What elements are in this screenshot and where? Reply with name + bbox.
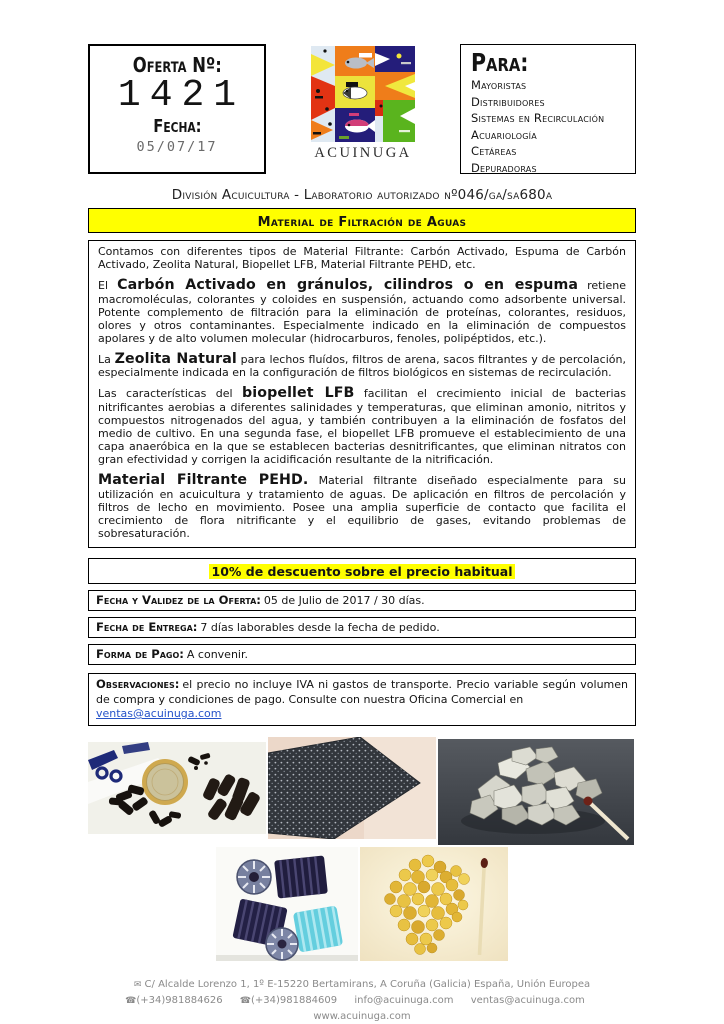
photo-row-2: [88, 847, 636, 961]
footer-website: www.acuinuga.com: [313, 1011, 411, 1023]
offer-number: 1421: [117, 74, 246, 117]
company-logo: [307, 46, 419, 162]
observations-text: el precio no incluye IVA ni gastos de transporte. Precio variable según volumen de compra y condiciones de pago. Consulte con nuestra Oficina Comercial en: [96, 678, 628, 706]
recipient-item: Sistemas en Recirculación: [471, 111, 605, 126]
ventas-email-link[interactable]: ventas@acuinuga.com: [96, 706, 222, 720]
recipient-list: [471, 77, 625, 176]
discount-text: 10% de descuento sobre el precio habitual: [209, 564, 516, 579]
row-delivery-value: 7 días laborables desde la fecha de pedido.: [200, 620, 440, 634]
photo-carbon-foam: [268, 737, 436, 839]
photo-pehd-media: [216, 847, 358, 961]
recipients-box: [460, 44, 636, 174]
fish-mosaic-logo-icon: [311, 46, 415, 142]
paragraph-carbon-activado: El Carbón Activado en gránulos, cilindros o en espuma retiene macromoléculas, colorantes y coloides en suspensión, actuando como adsorbente universal. Potente complemento de filtración para la eliminación de proteínas, colorantes, residuos, olores y otros contaminantes. Especialmente indicado en la eliminación de compuestos apolares y de alto volumen molecular (hidrocarburos, fenoles, polipéptidos, etc.).: [98, 276, 626, 345]
product-description-box: [88, 240, 636, 548]
footer-phone-2: (+34)981884609: [250, 995, 338, 1007]
footer-address: C/ Alcalde Lorenzo 1, 1º E-15220 Bertamirans, A Coruña (Galicia) España, Unión Europea: [144, 979, 591, 991]
paragraph-intro: Contamos con diferentes tipos de Material Filtrante: Carbón Activado, Espuma de Carbón Activado, Zeolita Natural, Biopellet LFB, Material Filtrante PEHD, etc.: [98, 245, 626, 271]
offer-label: Oferta Nº:: [132, 53, 222, 77]
paragraph-pehd: Material Filtrante PEHD. Material filtrante diseñado especialmente para su utilización en acuicultura y tratamiento de aguas. De aplicación en filtros de percolación y filtros de lecho en movimiento. Posee una amplia superficie de contacto que facilita el crecimiento de flora nitrificante y el equilibrio de gases, evitando problemas de sobresaturación.: [98, 471, 626, 540]
row-payment-label: Forma de Pago:: [96, 647, 184, 662]
phone-icon: ☎: [125, 996, 137, 1007]
photo-zeolite: [438, 739, 634, 845]
footer: [88, 977, 636, 1024]
recipient-item: Depuradoras: [471, 160, 537, 175]
discount-banner: [88, 558, 636, 584]
title-banner: [88, 208, 636, 233]
division-subtitle: División Acuicultura - Laboratorio autorizado nº046/ga/sa680a: [171, 187, 553, 203]
recipient-item: Cetáreas: [471, 144, 517, 159]
recipient-item: Acuariología: [471, 127, 537, 142]
photo-biopellets: [360, 847, 508, 961]
footer-contact-line: [88, 993, 636, 1024]
footer-email-info: info@acuinuga.com: [354, 995, 454, 1007]
row-delivery: [88, 617, 636, 638]
row-payment-value: A convenir.: [186, 648, 248, 662]
title-banner-text: Material de Filtración de Aguas: [257, 215, 467, 230]
paragraph-biopellet-lfb: Las características del biopellet LFB facilitan el crecimiento inicial de bacterias nitrificantes aerobias a diferentes salinidades y temperaturas, que eliminan amonio, nitritos y compuestos nitrogenados del agua, y también contribuyen a la eliminación de fosfatos del medio de cultivo. En una segunda fase, el biopellet LFB promueve el establecimiento de una capa anaeróbica en la que se establecen bacterias desnitrificantes, que eliminan nitratos con gran efectividad y corrigen la acidificación resultante de la nitrificación.: [98, 385, 626, 466]
recipient-item: Distribuidores: [471, 94, 545, 109]
row-validity-label: Fecha y Validez de la Oferta:: [96, 592, 261, 607]
footer-email-ventas: ventas@acuinuga.com: [470, 995, 585, 1007]
photo-row-1: [88, 737, 636, 845]
row-validity-value: 05 de Julio de 2017 / 30 días.: [263, 593, 425, 607]
observations-box: [88, 673, 636, 726]
row-payment: [88, 644, 636, 665]
footer-phone-1: (+34)981884626: [136, 995, 223, 1007]
fax-icon: ☎: [239, 996, 251, 1007]
date-label: Fecha:: [152, 115, 202, 137]
para-label: Para:: [471, 48, 529, 77]
photo-activated-carbon: [88, 742, 266, 834]
product-photo-collage: [88, 737, 636, 961]
header: [88, 44, 636, 176]
envelope-icon: ✉: [133, 980, 142, 991]
logo-wordmark: ACUINUGA: [314, 145, 412, 161]
row-delivery-label: Fecha de Entrega:: [96, 619, 198, 634]
recipient-item: Mayoristas: [471, 78, 527, 93]
offer-number-box: [88, 44, 266, 174]
row-validity: [88, 590, 636, 611]
offer-date: 05/07/17: [136, 138, 218, 155]
footer-address-line: [88, 977, 636, 993]
observations-label: Observaciones:: [96, 677, 180, 692]
paragraph-zeolita: La Zeolita Natural para lechos fluídos, filtros de arena, sacos filtrantes y de percolación, especialmente indicada en la configuración de filtros biológicos en sistemas de recirculación.: [98, 350, 626, 380]
